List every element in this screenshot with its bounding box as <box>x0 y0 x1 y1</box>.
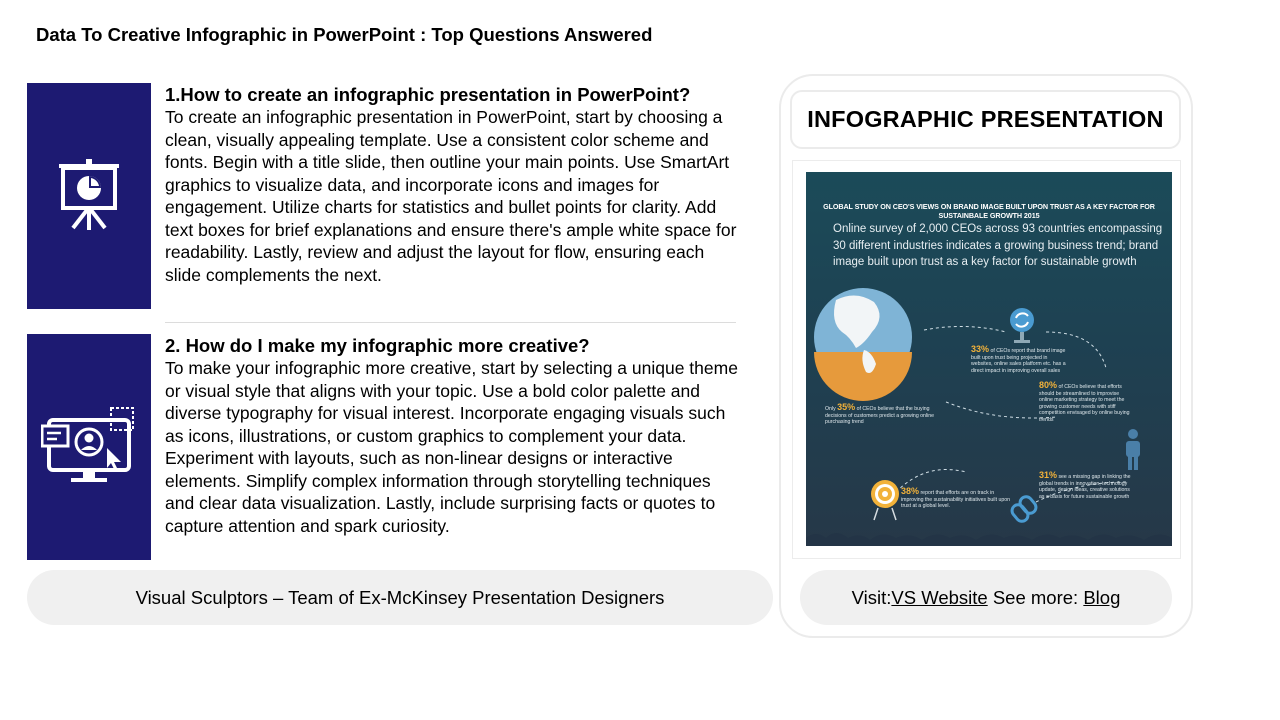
question-1-heading: 1.How to create an infographic presentation in PowerPoint? <box>165 84 691 105</box>
monitor-design-icon <box>41 406 137 488</box>
page-title: Data To Creative Infographic in PowerPoint : Top Questions Answered <box>36 24 653 45</box>
globe-icon <box>814 288 912 401</box>
presentation-board-icon <box>49 156 129 236</box>
person-icon <box>1126 429 1140 470</box>
question-1 <box>165 83 740 286</box>
question-2-answer: To make your infographic more creative, start by selecting a unique theme or visual style that aligns with your topic. Use a bold color palette and diverse typography for visual interest. Incorporate engaging visuals such as icons, illustrations, or custom graphics to complement your data. Experiment with layouts, such as non-linear designs or interactive elements. Simplify complex information through storytelling techniques and clear data visualization. Lastly, include surprising facts or quotes to capture attention and spark curiosity. <box>165 358 738 536</box>
infographic-stat-3: Only 35% of CEOs believe that the buying decisions of customers predict a growing online purchasing trend <box>825 402 934 426</box>
question-1-answer: To create an infographic presentation in PowerPoint, start by choosing a clean, visually appealing template. Use a consistent color scheme and fonts. Begin with a title slide, then outline your main points. Use SmartArt graphics to visualize data, and incorporate icons and images for engagement. Utilize charts for statistics and bullet points for clarity. Add text boxes for brief explanations and ensure there's ample white space for readability. Lastly, review and adjust the layout for flow, ensuring each slide complements the next. <box>165 107 737 285</box>
links-banner <box>800 570 1172 625</box>
divider <box>165 322 736 323</box>
infographic-image <box>806 172 1172 546</box>
link-icon <box>1010 494 1039 524</box>
infographic-stat-5: 38% report that efforts are on track in improving the sustainability initiatives built upon trust at a global level. <box>901 486 1010 510</box>
infographic-heading: GLOBAL STUDY ON CEO'S VIEWS ON BRAND IMAGE BUILT UPON TRUST AS A KEY FACTOR FOR SUSTAINBALE GROWTH 2015 <box>823 202 1155 220</box>
refresh-icon <box>1010 308 1034 343</box>
visit-label: Visit: <box>851 586 892 608</box>
infographic-stat-1: 33% of CEOs report that brand image built upon trust being projected in websites, online sales platform etc. has a direct impact in improving overall sales <box>971 344 1066 374</box>
company-tagline: Visual Sculptors – Team of Ex-McKinsey Presentation Designers <box>135 586 665 608</box>
see-more-label: See more: <box>987 586 1084 608</box>
target-icon <box>871 480 899 520</box>
question-2-icon-box <box>27 334 151 560</box>
question-2 <box>165 334 740 537</box>
question-1-icon-box <box>27 83 151 309</box>
infographic-stat-4: 31% see a missing gap in linking the global trends in innovation, technology update, design ideas, creative solutions as a basis for future sustainable growth <box>1039 470 1131 500</box>
blog-link[interactable]: Blog <box>1083 586 1121 608</box>
infographic-stat-2: 80% of CEOs believe that efforts should be streamlined to improvise online marketing strategy to meet the growing customer needs with stiff competition envisaged by online buying trends <box>1039 380 1130 423</box>
infographic-subtitle: Online survey of 2,000 CEOs across 93 countries encompassing 30 different industries indicates a growing business trend; brand image built upon trust as a key factor for sustainable growth <box>833 223 1163 268</box>
vs-website-link[interactable]: VS Website <box>891 586 988 608</box>
company-banner <box>27 570 773 625</box>
question-2-heading: 2. How do I make my infographic more creative? <box>165 335 590 356</box>
card-title: INFOGRAPHIC PRESENTATION <box>790 90 1181 149</box>
